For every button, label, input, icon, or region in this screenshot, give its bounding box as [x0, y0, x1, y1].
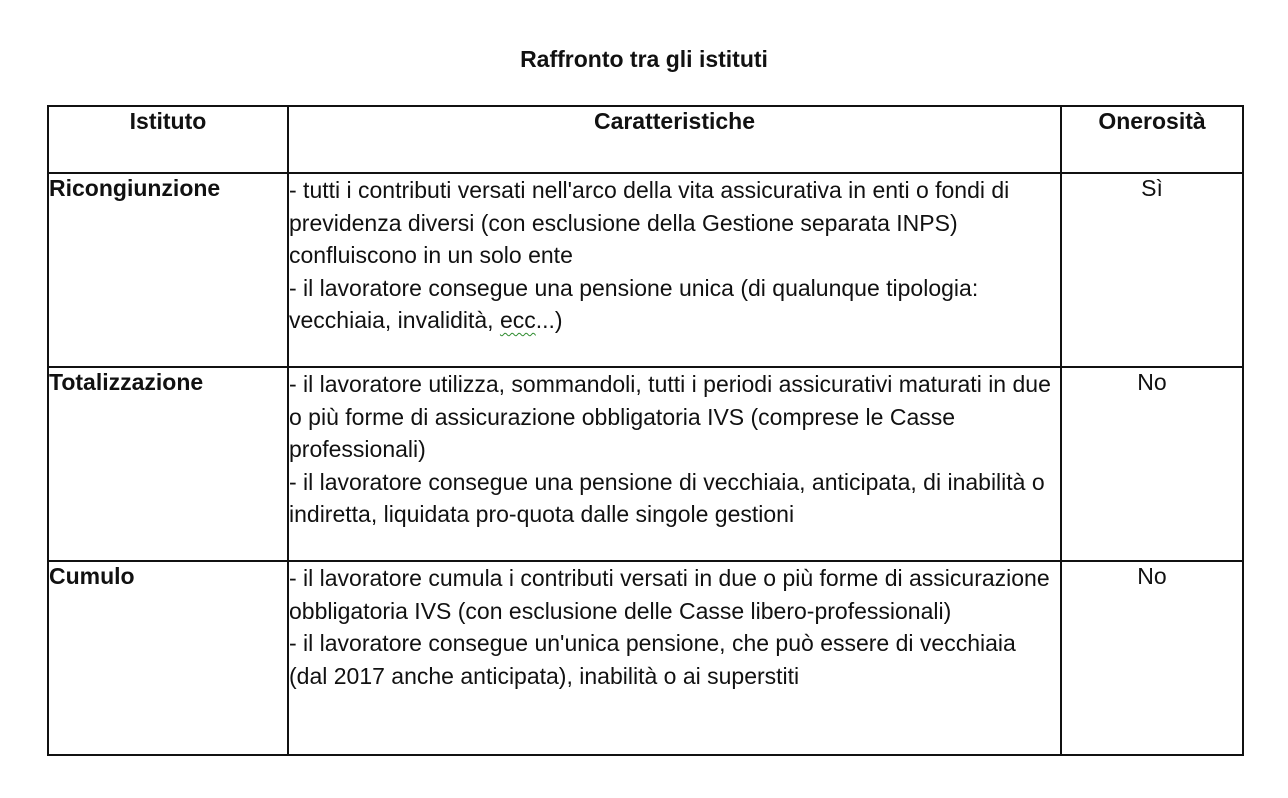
table-row: [48, 561, 1243, 755]
table-row: [48, 367, 1243, 561]
row-onerosita: No: [1061, 561, 1243, 755]
row-caratteristiche: [288, 173, 1061, 367]
row-onerosita: No: [1061, 367, 1243, 561]
table-row: [48, 173, 1243, 367]
point-text: ...): [535, 307, 563, 333]
comparison-table: [47, 105, 1244, 756]
row-caratteristiche: [288, 561, 1061, 755]
spellcheck-marked-word: ecc: [499, 307, 536, 333]
point-text: - il lavoratore consegue una pensione unica (di qualunque tipologia: vecchiaia, invalidità,: [289, 274, 979, 333]
caratteristiche-point: [289, 272, 1060, 337]
caratteristiche-point: - il lavoratore consegue un'unica pensione, che può essere di vecchiaia (dal 2017 anche anticipata), inabilità o ai superstiti: [289, 630, 1016, 689]
row-onerosita: Sì: [1061, 173, 1243, 367]
caratteristiche-point: - tutti i contributi versati nell'arco della vita assicurativa in enti o fondi di previdenza diversi (con esclusione della Gestione separata INPS) confluiscono in un solo ente: [289, 177, 1010, 268]
table-header-row: [48, 106, 1243, 173]
caratteristiche-point: - il lavoratore consegue una pensione di vecchiaia, anticipata, di inabilità o indiretta, liquidata pro-quota dalle singole gestioni: [289, 468, 1045, 527]
row-istituto-name: Ricongiunzione: [48, 173, 288, 367]
header-caratteristiche: Caratteristiche: [288, 106, 1061, 173]
row-caratteristiche: [288, 367, 1061, 561]
row-istituto-name: Totalizzazione: [48, 367, 288, 561]
caratteristiche-point: - il lavoratore cumula i contributi versati in due o più forme di assicurazione obbligatoria IVS (con esclusione delle Casse libero-professionali): [289, 565, 1050, 624]
caratteristiche-point: - il lavoratore utilizza, sommandoli, tutti i periodi assicurativi maturati in due o più forme di assicurazione obbligatoria IVS (comprese le Casse professionali): [289, 371, 1051, 462]
header-onerosita: Onerosità: [1061, 106, 1243, 173]
page-title: Raffronto tra gli istituti: [520, 46, 768, 72]
header-istituto: Istituto: [48, 106, 288, 173]
row-istituto-name: Cumulo: [48, 561, 288, 755]
